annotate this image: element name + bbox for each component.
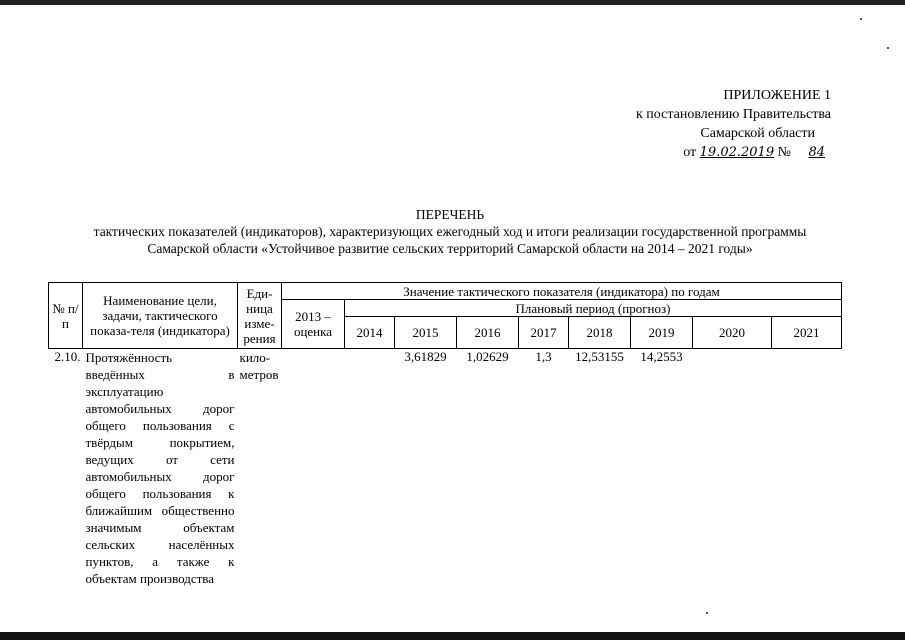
heading-line1: тактических показателей (индикаторов), характеризующих ежегодный ход и итоги реализации государственной программы <box>93 224 807 239</box>
row-estimate <box>282 349 345 588</box>
row-unit: кило-метров <box>239 350 279 382</box>
header-unit: Еди-ница изме-рения <box>238 283 282 349</box>
row-value <box>345 349 395 588</box>
row-num: 2.10. <box>54 349 81 364</box>
header-estimate: 2013 – оценка <box>282 300 345 349</box>
scan-speck <box>706 612 708 614</box>
header-year: 2017 <box>519 317 569 349</box>
indicators-table <box>48 282 842 587</box>
document-heading <box>40 206 860 257</box>
appendix-date-line <box>571 143 839 162</box>
row-name: Протяжённость введённых в эксплуатацию автомобильных дорог общего пользования с твёрдым покрытием, ведущих от сети автомобильных дорог общего пользования к ближайшим общественно значимым объектам сельских населённых пунктов, а также к объектам производства <box>85 350 235 586</box>
header-name: Наименование цели, задачи, тактического показа-теля (индикатора) <box>83 283 238 349</box>
row-value: 3,61829 <box>404 349 447 364</box>
row-value <box>772 349 842 588</box>
date-value: 19.02.2019 <box>699 145 775 160</box>
heading-title: ПЕРЕЧЕНЬ <box>415 207 485 222</box>
header-year: 2019 <box>631 317 693 349</box>
appendix-block <box>571 86 831 162</box>
scan-edge-bottom <box>0 632 905 640</box>
header-plan: Плановый период (прогноз) <box>345 300 842 317</box>
row-value: 12,53155 <box>575 349 624 364</box>
appendix-line2: к постановлению Правительства <box>635 107 831 122</box>
date-prefix: от <box>683 145 697 160</box>
header-year: 2014 <box>345 317 395 349</box>
number-prefix: № <box>777 145 791 160</box>
header-values: Значение тактического показателя (индикатора) по годам <box>282 283 842 300</box>
scan-speck <box>860 18 862 20</box>
appendix-line3: Самарской области <box>700 126 815 141</box>
heading-line2: Самарской области «Устойчивое развитие сельских территорий Самарской области на 2014 – 2021 годы» <box>147 241 753 256</box>
row-value: 14,2553 <box>640 349 683 364</box>
header-year: 2020 <box>693 317 772 349</box>
header-year: 2016 <box>457 317 519 349</box>
header-year: 2018 <box>569 317 631 349</box>
scan-speck <box>887 47 889 49</box>
row-value: 1,3 <box>535 349 552 364</box>
row-value <box>693 349 772 588</box>
header-year: 2015 <box>395 317 457 349</box>
header-year: 2021 <box>772 317 842 349</box>
scan-edge-top <box>0 0 905 5</box>
header-num: № п/п <box>49 283 83 349</box>
appendix-title: ПРИЛОЖЕНИЕ 1 <box>723 88 831 103</box>
number-value: 84 <box>808 145 825 160</box>
table-row <box>49 349 842 588</box>
row-value: 1,02629 <box>466 349 509 364</box>
